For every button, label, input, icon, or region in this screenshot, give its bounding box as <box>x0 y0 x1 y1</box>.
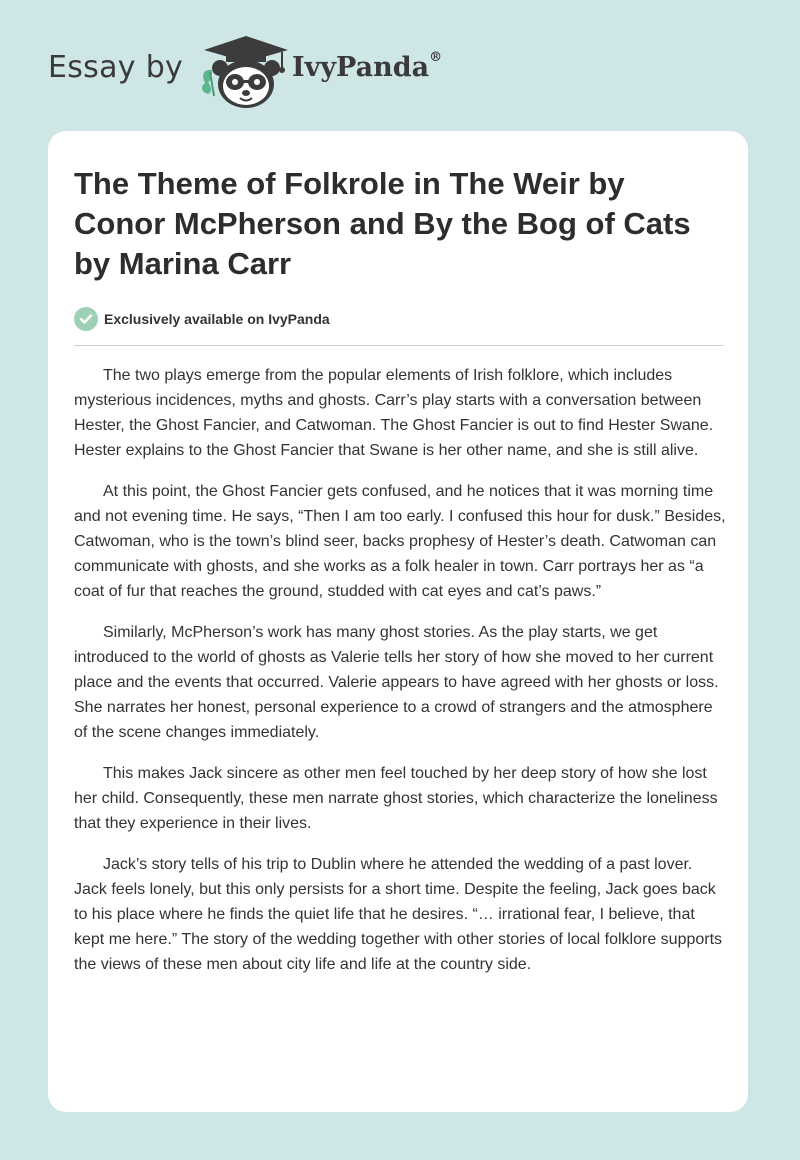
site-header <box>0 0 800 130</box>
exclusive-badge-label: Exclusively available on IvyPanda <box>104 311 330 327</box>
article-title: The Theme of Folkrole in The Weir by Conor McPherson and By the Bog of Cats by Marina Carr <box>74 166 691 281</box>
paragraph: This makes Jack sincere as other men feel touched by her deep story of how she lost her child. Consequently, these men narrate ghost stories, which characterize the loneliness that they experience in their lives. <box>74 765 718 832</box>
exclusive-badge <box>74 306 330 332</box>
essay-by-label: Essay by <box>48 50 184 85</box>
paragraph: The two plays emerge from the popular elements of Irish folklore, which includes mysterious incidences, myths and ghosts. Carr’s play starts with a conversation between Hester, the Ghost Fancier, and Catwoman. The Ghost Fancier is out to find Hester Swane. Hester explains to the Ghost Fancier that Swane is her other name, and she is still alive. <box>74 367 714 459</box>
brand-name[interactable] <box>292 52 442 83</box>
article-body <box>74 363 726 993</box>
registered-mark: ® <box>429 50 443 65</box>
paragraph: At this point, the Ghost Fancier gets confused, and he notices that it was morning time and not evening time. He says, “Then I am too early. I confused this hour for dusk.” Besides, Catwoman, who is the town’s blind seer, backs prophesy of Hester’s death. Catwoman can communicate with ghosts, and she works as a folk healer in town. Carr portrays her as “a coat of fur that reaches the ground, studded with cat eyes and cat’s paws.” <box>74 483 726 600</box>
paragraph: Jack’s story tells of his trip to Dublin where he attended the wedding of a past lover. Jack feels lonely, but this only persists for a short time. Despite the feeling, Jack goes back to his place where he finds the quiet life that he desires. “… irrational fear, I believe, that kept me here.” The story of the wedding together with other stories of local folklore supports the views of these men about city life and life at the country side. <box>74 856 723 973</box>
check-circle-icon <box>74 307 98 331</box>
article-card <box>48 131 748 1112</box>
divider <box>74 345 724 346</box>
brand-label: IvyPanda <box>292 52 430 83</box>
panda-graduation-cap-icon[interactable] <box>198 32 294 112</box>
paragraph: Similarly, McPherson’s work has many ghost stories. As the play starts, we get introduced to the world of ghosts as Valerie tells her story of how she moved to her current place and the events that occurred. Valerie appears to have agreed with her ghosts or loss. She narrates her honest, personal experience to a crowd of strangers and the atmosphere of the scene changes immediately. <box>74 624 719 741</box>
